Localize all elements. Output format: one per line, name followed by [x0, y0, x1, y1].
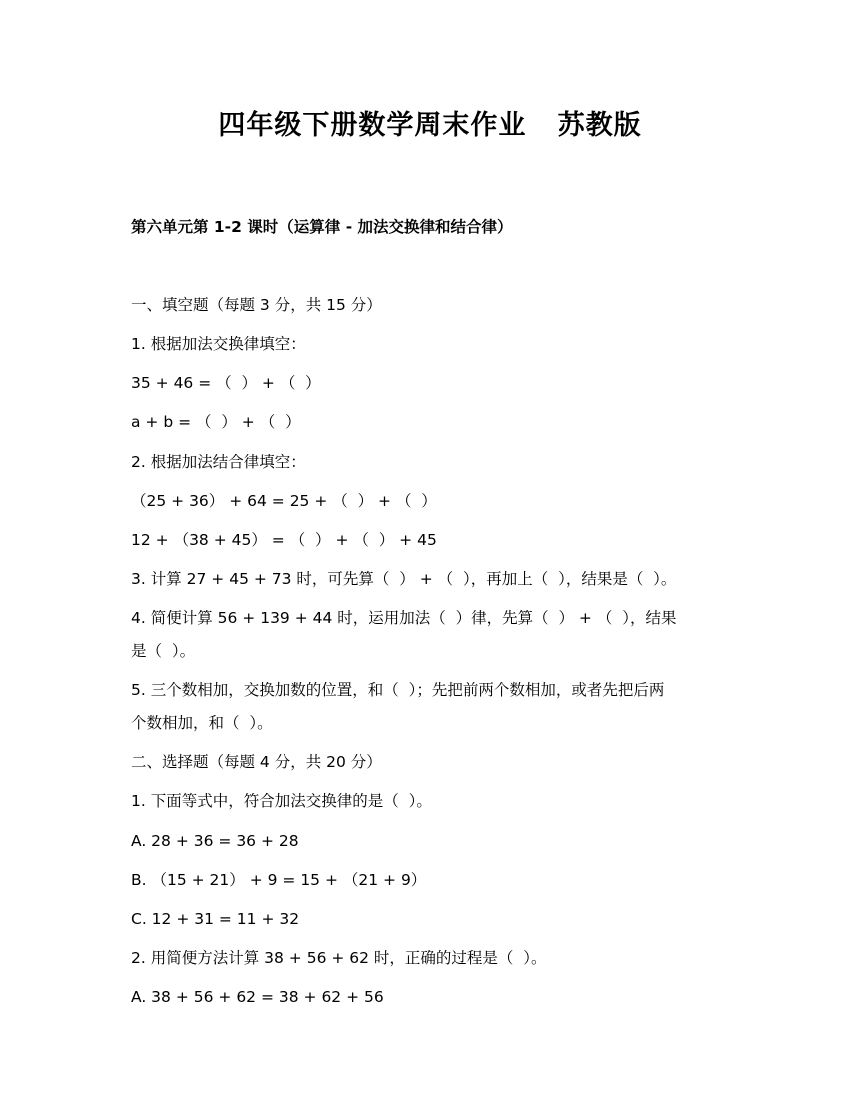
document-title: 四年级下册数学周末作业 苏教版: [218, 110, 642, 141]
option-line: C. 12 + 31 = 11 + 32: [131, 910, 300, 928]
question-line: 12 + （38 + 45） = （ ） + （ ） + 45: [131, 531, 437, 549]
option-line: A. 28 + 36 = 36 + 28: [131, 832, 299, 850]
option-line: A. 38 + 56 + 62 = 38 + 62 + 56: [131, 988, 384, 1006]
question-line: 1. 下面等式中，符合加法交换律的是（ ）。: [131, 792, 432, 810]
question-line: （25 + 36） + 64 = 25 + （ ） + （ ）: [131, 492, 437, 510]
section-heading-fill-in: 一、填空题（每题 3 分，共 15 分）: [131, 296, 382, 314]
option-line: B. （15 + 21） + 9 = 15 + （21 + 9）: [131, 871, 427, 889]
question-line: 2. 根据加法结合律填空：: [131, 453, 306, 471]
question-line: 4. 简便计算 56 + 139 + 44 时，运用加法（ ）律，先算（ ） + （ ），结果: [131, 609, 677, 627]
question-line: 是（ ）。: [131, 642, 196, 660]
question-line: 2. 用简便方法计算 38 + 56 + 62 时，正确的过程是（ ）。: [131, 949, 547, 967]
question-line: a + b = （ ） + （ ）: [131, 413, 301, 431]
lesson-subtitle: 第六单元第 1-2 课时（运算律 - 加法交换律和结合律）: [131, 218, 513, 236]
question-line: 35 + 46 = （ ） + （ ）: [131, 374, 321, 392]
section-heading-multiple-choice: 二、选择题（每题 4 分，共 20 分）: [131, 753, 382, 771]
question-line: 个数相加，和（ ）。: [131, 714, 273, 732]
question-line: 3. 计算 27 + 45 + 73 时，可先算（ ） + （ ），再加上（ ），结果是（ ）。: [131, 570, 677, 588]
question-line: 5. 三个数相加，交换加数的位置，和（ ）；先把前两个数相加，或者先把后两: [131, 681, 665, 699]
question-line: 1. 根据加法交换律填空：: [131, 335, 306, 353]
